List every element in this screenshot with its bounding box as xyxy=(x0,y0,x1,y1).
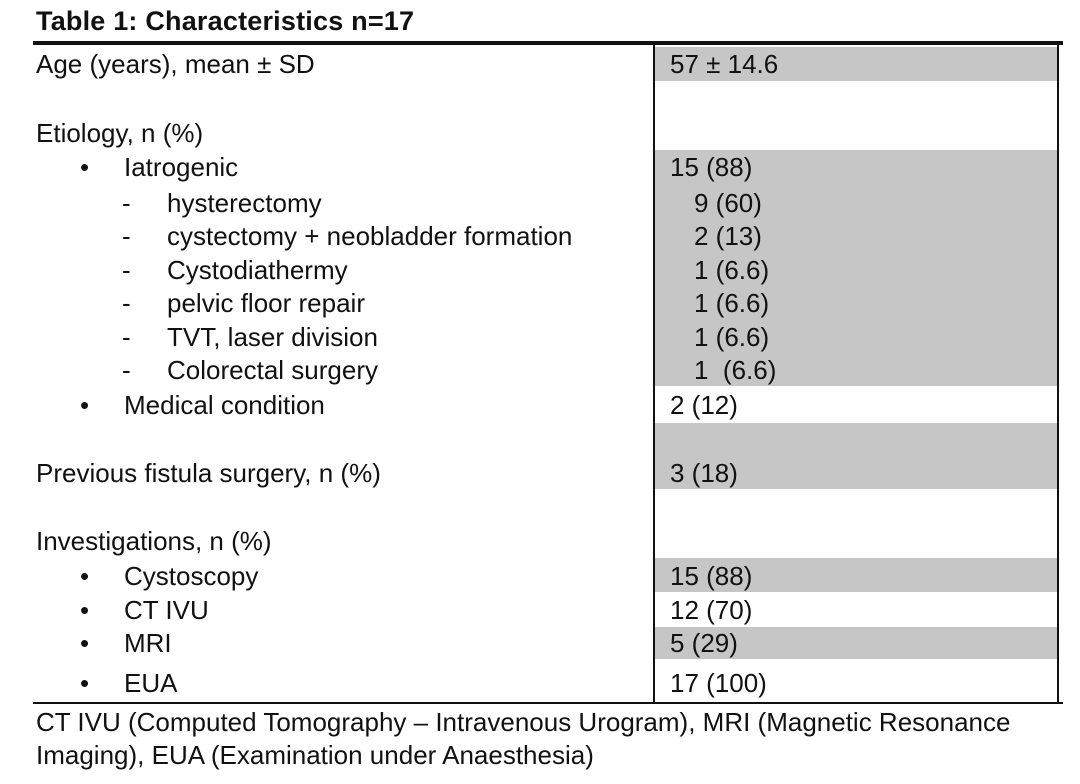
column-divider xyxy=(653,45,655,703)
row-value-pelvic-floor: 1 (6.6) xyxy=(694,288,770,318)
table-footnote: CT IVU (Computed Tomography – Intravenous Urogram), MRI (Magnetic Resonance Imaging), EUA (Examination under Anaesthesia) xyxy=(36,707,1011,770)
row-value-mri: 5 (29) xyxy=(670,628,738,658)
row-label-eua: EUA xyxy=(124,668,178,698)
row-label-medical-condition: Medical condition xyxy=(124,390,325,420)
row-value-hysterectomy: 9 (60) xyxy=(694,188,762,218)
top-rule xyxy=(33,41,1063,45)
row-label-cystodiathermy: Cystodiathermy xyxy=(167,255,348,285)
row-value-cystectomy: 2 (13) xyxy=(694,221,762,251)
row-label-ct-ivu: CT IVU xyxy=(124,595,209,625)
right-border xyxy=(1057,45,1059,703)
row-label-mri: MRI xyxy=(124,628,172,658)
row-label-age: Age (years), mean ± SD xyxy=(36,49,315,79)
row-label-pelvic-floor: pelvic floor repair xyxy=(167,288,365,318)
dash-marker: - xyxy=(122,355,131,385)
row-label-previous-surgery: Previous fistula surgery, n (%) xyxy=(36,458,381,488)
row-value-previous-surgery: 3 (18) xyxy=(670,458,738,488)
row-value-tvt: 1 (6.6) xyxy=(694,322,770,352)
bottom-rule xyxy=(33,702,1063,704)
row-label-tvt: TVT, laser division xyxy=(167,322,378,352)
bullet-marker: • xyxy=(80,595,90,625)
table-title: Table 1: Characteristics n=17 xyxy=(36,6,415,36)
row-label-cystectomy: cystectomy + neobladder formation xyxy=(167,221,573,251)
bullet-marker: • xyxy=(80,152,90,182)
row-label-investigations: Investigations, n (%) xyxy=(36,526,272,556)
row-value-cystoscopy: 15 (88) xyxy=(670,561,753,591)
row-label-etiology: Etiology, n (%) xyxy=(36,118,204,148)
dash-marker: - xyxy=(122,322,131,352)
row-label-cystoscopy: Cystoscopy xyxy=(124,561,259,591)
row-value-eua: 17 (100) xyxy=(670,668,767,698)
row-value-colorectal: 1 (6.6) xyxy=(694,355,777,385)
bullet-marker: • xyxy=(80,668,90,698)
bullet-marker: • xyxy=(80,390,90,420)
row-label-iatrogenic: Iatrogenic xyxy=(124,152,239,182)
row-value-age: 57 ± 14.6 xyxy=(670,49,779,79)
row-value-ct-ivu: 12 (70) xyxy=(670,595,753,625)
dash-marker: - xyxy=(122,288,131,318)
row-label-hysterectomy: hysterectomy xyxy=(167,188,322,218)
bullet-marker: • xyxy=(80,628,90,658)
row-label-colorectal: Colorectal surgery xyxy=(167,355,378,385)
row-value-cystodiathermy: 1 (6.6) xyxy=(694,255,770,285)
dash-marker: - xyxy=(122,188,131,218)
row-value-medical-condition: 2 (12) xyxy=(670,390,738,420)
bullet-marker: • xyxy=(80,561,90,591)
dash-marker: - xyxy=(122,255,131,285)
row-value-iatrogenic: 15 (88) xyxy=(670,152,753,182)
dash-marker: - xyxy=(122,221,131,251)
